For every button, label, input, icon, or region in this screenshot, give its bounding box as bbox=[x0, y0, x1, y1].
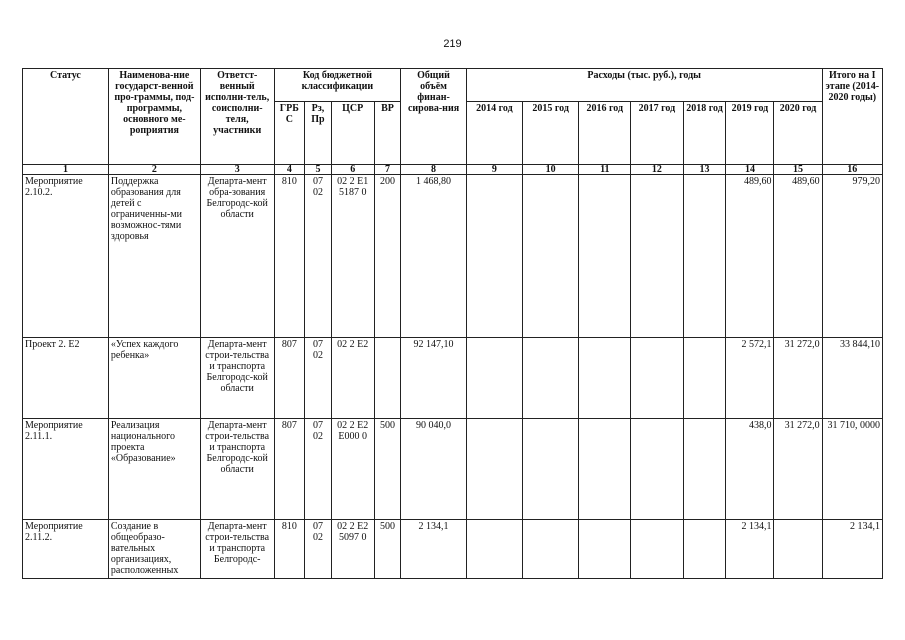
cell-year-2018 bbox=[683, 419, 726, 520]
cell-name: Реализация национального проекта «Образование» bbox=[108, 419, 200, 520]
column-number: 7 bbox=[374, 165, 401, 175]
cell-year-2018 bbox=[683, 175, 726, 338]
cell-vr: 500 bbox=[374, 419, 401, 520]
column-number: 11 bbox=[579, 165, 631, 175]
column-number: 16 bbox=[822, 165, 882, 175]
budget-table bbox=[22, 68, 883, 579]
cell-csr: 02 2 E2 E000 0 bbox=[331, 419, 374, 520]
cell-year-2018 bbox=[683, 338, 726, 419]
column-number: 12 bbox=[631, 165, 683, 175]
cell-year-2020: 31 272,0 bbox=[774, 419, 822, 520]
column-number: 14 bbox=[726, 165, 774, 175]
cell-year-2016 bbox=[579, 419, 631, 520]
table-row bbox=[23, 419, 883, 520]
column-number: 1 bbox=[23, 165, 109, 175]
cell-total: 92 147,10 bbox=[401, 338, 466, 419]
cell-year-2017 bbox=[631, 338, 683, 419]
header-year-2017: 2017 год bbox=[631, 102, 683, 165]
cell-year-2014 bbox=[466, 520, 522, 579]
cell-total-stage: 33 844,10 bbox=[822, 338, 882, 419]
cell-rz-pr: 07 02 bbox=[305, 175, 332, 338]
cell-year-2016 bbox=[579, 175, 631, 338]
cell-name: Создание в общеобразо-вательных организациях, расположенных bbox=[108, 520, 200, 579]
column-number: 4 bbox=[274, 165, 305, 175]
column-number: 9 bbox=[466, 165, 522, 175]
cell-grbs: 810 bbox=[274, 520, 305, 579]
column-number-row bbox=[23, 165, 883, 175]
cell-name: Поддержка образования для детей с ограниченны-ми возможнос-тями здоровья bbox=[108, 175, 200, 338]
cell-year-2020: 31 272,0 bbox=[774, 338, 822, 419]
cell-responsible: Департа-мент строи-тельства и транспорта Белгородс- bbox=[200, 520, 274, 579]
cell-year-2016 bbox=[579, 520, 631, 579]
table-row bbox=[23, 175, 883, 338]
cell-year-2018 bbox=[683, 520, 726, 579]
cell-year-2020 bbox=[774, 520, 822, 579]
header-rz-pr: Рз, Пр bbox=[305, 102, 332, 165]
header-year-2014: 2014 год bbox=[466, 102, 522, 165]
table-row bbox=[23, 338, 883, 419]
cell-year-2015 bbox=[522, 419, 578, 520]
cell-vr: 200 bbox=[374, 175, 401, 338]
header-year-2020: 2020 год bbox=[774, 102, 822, 165]
header-name: Наименова-ние государст-венной про-граммы, под-программы, основного ме-роприятия bbox=[108, 69, 200, 165]
cell-year-2015 bbox=[522, 520, 578, 579]
cell-year-2017 bbox=[631, 520, 683, 579]
column-number: 3 bbox=[200, 165, 274, 175]
header-year-2019: 2019 год bbox=[726, 102, 774, 165]
cell-csr: 02 2 E2 bbox=[331, 338, 374, 419]
cell-status: Мероприятие 2.10.2. bbox=[23, 175, 109, 338]
cell-rz-pr: 07 02 bbox=[305, 338, 332, 419]
table-row bbox=[23, 520, 883, 579]
cell-grbs: 807 bbox=[274, 419, 305, 520]
column-number: 8 bbox=[401, 165, 466, 175]
header-year-2018: 2018 год bbox=[683, 102, 726, 165]
page-number: 219 bbox=[443, 38, 462, 50]
cell-status: Мероприятие 2.11.1. bbox=[23, 419, 109, 520]
header-total-volume: Общий объём финан-сирова-ния bbox=[401, 69, 466, 165]
cell-rz-pr: 07 02 bbox=[305, 419, 332, 520]
cell-csr: 02 2 E2 5097 0 bbox=[331, 520, 374, 579]
header-total-stage: Итого на I этапе (2014-2020 годы) bbox=[822, 69, 882, 165]
cell-grbs: 810 bbox=[274, 175, 305, 338]
header-year-2016: 2016 год bbox=[579, 102, 631, 165]
header-vr: ВР bbox=[374, 102, 401, 165]
column-number: 13 bbox=[683, 165, 726, 175]
cell-year-2019: 2 572,1 bbox=[726, 338, 774, 419]
cell-year-2019: 2 134,1 bbox=[726, 520, 774, 579]
cell-responsible: Департа-мент обра-зования Белгородс-кой области bbox=[200, 175, 274, 338]
header-budget-code: Код бюджетной классификации bbox=[274, 69, 401, 102]
cell-rz-pr: 07 02 bbox=[305, 520, 332, 579]
cell-year-2015 bbox=[522, 338, 578, 419]
header-grbs: ГРБ С bbox=[274, 102, 305, 165]
header-csr: ЦСР bbox=[331, 102, 374, 165]
column-number: 6 bbox=[331, 165, 374, 175]
cell-csr: 02 2 E1 5187 0 bbox=[331, 175, 374, 338]
cell-vr: 500 bbox=[374, 520, 401, 579]
cell-year-2017 bbox=[631, 419, 683, 520]
header-row-top bbox=[23, 69, 883, 102]
cell-responsible: Департа-мент строи-тельства и транспорта Белгородс-кой области bbox=[200, 419, 274, 520]
cell-total-stage: 979,20 bbox=[822, 175, 882, 338]
column-number: 15 bbox=[774, 165, 822, 175]
cell-total-stage: 31 710, 0000 bbox=[822, 419, 882, 520]
column-number: 5 bbox=[305, 165, 332, 175]
header-responsible: Ответст-венный исполни-тель, соисполни-теля, участники bbox=[200, 69, 274, 165]
cell-year-2020: 489,60 bbox=[774, 175, 822, 338]
cell-total: 1 468,80 bbox=[401, 175, 466, 338]
cell-total: 2 134,1 bbox=[401, 520, 466, 579]
cell-year-2019: 438,0 bbox=[726, 419, 774, 520]
cell-year-2014 bbox=[466, 175, 522, 338]
header-expenses: Расходы (тыс. руб.), годы bbox=[466, 69, 822, 102]
cell-status: Проект 2. E2 bbox=[23, 338, 109, 419]
cell-year-2014 bbox=[466, 338, 522, 419]
cell-responsible: Департа-мент строи-тельства и транспорта Белгородс-кой области bbox=[200, 338, 274, 419]
header-year-2015: 2015 год bbox=[522, 102, 578, 165]
cell-year-2015 bbox=[522, 175, 578, 338]
cell-total-stage: 2 134,1 bbox=[822, 520, 882, 579]
header-status: Статус bbox=[23, 69, 109, 165]
column-number: 2 bbox=[108, 165, 200, 175]
cell-total: 90 040,0 bbox=[401, 419, 466, 520]
cell-year-2019: 489,60 bbox=[726, 175, 774, 338]
cell-vr bbox=[374, 338, 401, 419]
cell-grbs: 807 bbox=[274, 338, 305, 419]
column-number: 10 bbox=[522, 165, 578, 175]
cell-year-2014 bbox=[466, 419, 522, 520]
cell-year-2017 bbox=[631, 175, 683, 338]
cell-name: «Успех каждого ребенка» bbox=[108, 338, 200, 419]
cell-year-2016 bbox=[579, 338, 631, 419]
cell-status: Мероприятие 2.11.2. bbox=[23, 520, 109, 579]
